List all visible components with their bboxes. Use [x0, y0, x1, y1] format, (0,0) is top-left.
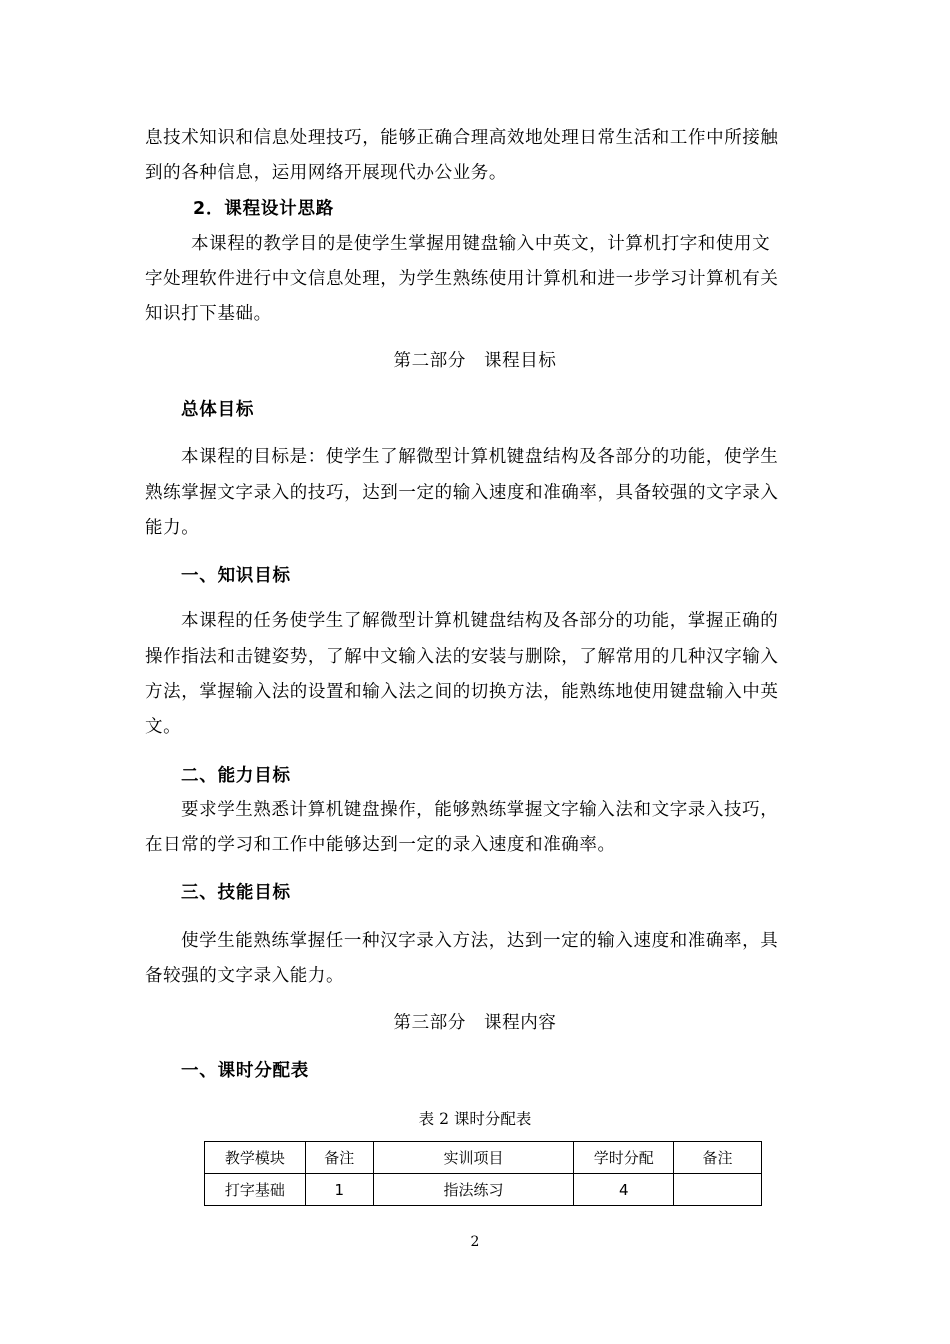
skill-goal-heading: 三、技能目标: [181, 883, 291, 903]
table-cell: 指法练习: [373, 1174, 574, 1206]
text-line: 要求学生熟悉计算机键盘操作，能够熟练掌握文字输入法和文字录入技巧，: [181, 800, 779, 820]
table-cell: 1: [305, 1174, 373, 1206]
text-line: 操作指法和击键姿势，了解中文输入法的安装与删除，了解常用的几种汉字输入: [145, 647, 779, 667]
part2-title: 第二部分 课程目标: [393, 351, 557, 371]
page-number: 2: [470, 1234, 480, 1250]
text-line: 本课程的目标是：使学生了解微型计算机键盘结构及各部分的功能，使学生: [181, 447, 779, 467]
table-row: [205, 1174, 762, 1206]
text-line: 字处理软件进行中文信息处理，为学生熟练使用计算机和进一步学习计算机有关: [145, 269, 779, 289]
table-cell: 打字基础: [205, 1174, 306, 1206]
hours-allocation-table: [204, 1141, 762, 1206]
header-cell-note: 备注: [305, 1142, 373, 1174]
text-line: 方法，掌握输入法的设置和输入法之间的切换方法，能熟练地使用键盘输入中英: [145, 682, 779, 702]
part3-title: 第三部分 课程内容: [393, 1013, 557, 1033]
table-cell: [674, 1174, 762, 1206]
overall-goal-heading: 总体目标: [181, 400, 255, 420]
text-line: 本课程的教学目的是使学生掌握用键盘输入中英文，计算机打字和使用文: [191, 234, 771, 254]
text-line: 在日常的学习和工作中能够达到一定的录入速度和准确率。: [145, 835, 616, 855]
design-heading: 2．课程设计思路: [193, 199, 335, 219]
header-cell-project: 实训项目: [373, 1142, 574, 1174]
text-line: 熟练掌握文字录入的技巧，达到一定的输入速度和准确率，具备较强的文字录入: [145, 483, 779, 503]
header-cell-remark: 备注: [674, 1142, 762, 1174]
table-cell: 4: [574, 1174, 674, 1206]
table-caption: 表 2 课时分配表: [418, 1110, 532, 1128]
text-line: 能力。: [145, 518, 200, 538]
hours-heading: 一、课时分配表: [181, 1061, 310, 1081]
ability-goal-heading: 二、能力目标: [181, 766, 291, 786]
text-line: 本课程的任务使学生了解微型计算机键盘结构及各部分的功能，掌握正确的: [181, 611, 779, 631]
knowledge-goal-heading: 一、知识目标: [181, 566, 291, 586]
table-header-row: [205, 1142, 762, 1174]
header-cell-hours: 学时分配: [574, 1142, 674, 1174]
text-line: 文。: [145, 717, 182, 737]
text-line: 使学生能熟练掌握任一种汉字录入方法，达到一定的输入速度和准确率，具: [181, 931, 779, 951]
text-line: 息技术知识和信息处理技巧，能够正确合理高效地处理日常生活和工作中所接触: [145, 128, 779, 148]
header-cell-module: 教学模块: [205, 1142, 306, 1174]
text-line: 到的各种信息，运用网络开展现代办公业务。: [145, 163, 507, 183]
text-line: 知识打下基础。: [145, 304, 272, 324]
text-line: 备较强的文字录入能力。: [145, 966, 345, 986]
